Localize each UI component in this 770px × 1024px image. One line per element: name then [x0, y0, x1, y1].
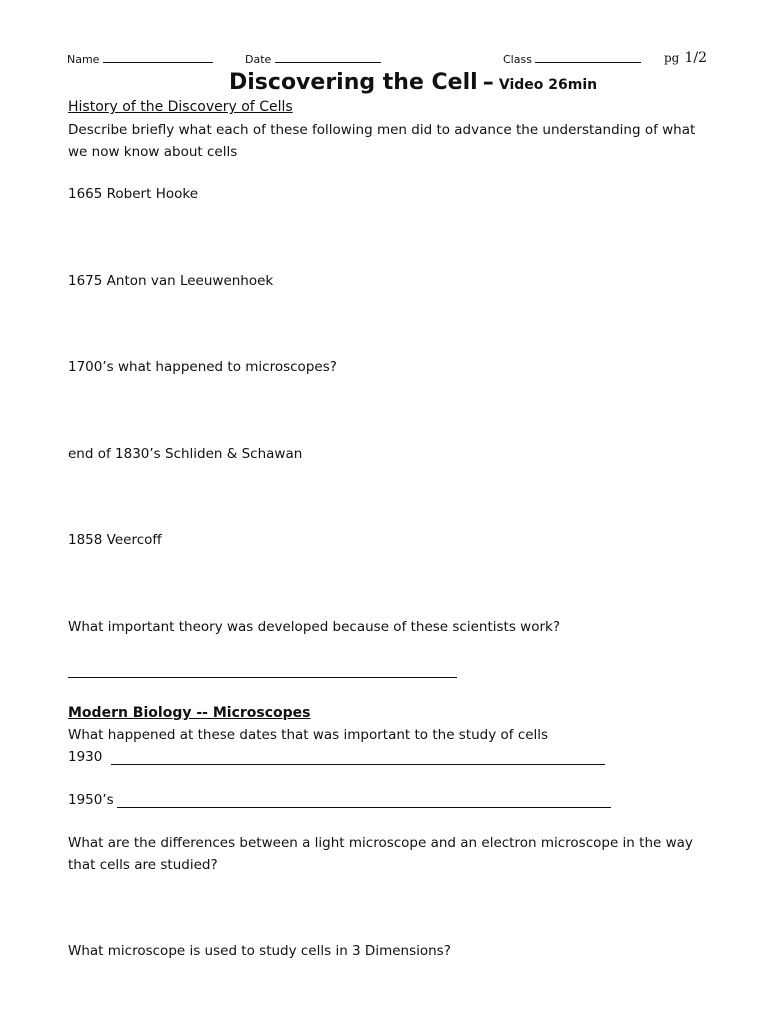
item-1700s: 1700’s what happened to microscopes?: [68, 359, 337, 375]
section-heading-history: History of the Discovery of Cells: [68, 99, 293, 115]
name-label: Name: [67, 53, 100, 66]
dates-question: What happened at these dates that was important to the study of cells: [68, 727, 549, 743]
name-field: [67, 50, 213, 66]
date-blank: [275, 50, 381, 63]
item-veercoff: 1858 Veercoff: [68, 532, 162, 548]
diff-question-line-1: What are the differences between a light microscope and an electron microscope in the way: [68, 835, 693, 851]
intro-line-1: Describe briefly what each of these following men did to advance the understanding of what: [68, 122, 696, 138]
title-sub: Video 26min: [498, 77, 598, 93]
name-blank: [103, 50, 213, 63]
three-d-question: What microscope is used to study cells in 3 Dimensions?: [68, 943, 451, 959]
class-blank: [535, 50, 641, 63]
class-field: [503, 50, 641, 66]
page-title: [229, 70, 597, 95]
theory-answer-line: [68, 677, 457, 678]
date-field: [245, 50, 381, 66]
item-leeuwenhoek: 1675 Anton van Leeuwenhoek: [68, 273, 274, 289]
date-1950s-label: 1950’s: [68, 792, 114, 808]
theory-question: What important theory was developed because of these scientists work?: [68, 619, 560, 635]
title-main: Discovering the Cell: [229, 70, 478, 95]
section-heading-microscopes: Modern Biology -- Microscopes: [68, 705, 311, 721]
pg-label: pg: [664, 51, 680, 65]
intro-line-2: we now know about cells: [68, 144, 238, 160]
title-dash: –: [482, 70, 494, 95]
date-1930-label: 1930: [68, 749, 103, 765]
item-schliden-schawan: end of 1830’s Schliden & Schawan: [68, 446, 303, 462]
date-label: Date: [245, 53, 272, 66]
diff-question-line-2: that cells are studied?: [68, 857, 218, 873]
page-indicator: [664, 47, 707, 66]
date-1950s-answer-line: [117, 807, 611, 808]
pg-number: 1/2: [684, 50, 707, 66]
class-label: Class: [503, 53, 532, 66]
item-hooke: 1665 Robert Hooke: [68, 186, 199, 202]
date-1930-answer-line: [111, 764, 605, 765]
